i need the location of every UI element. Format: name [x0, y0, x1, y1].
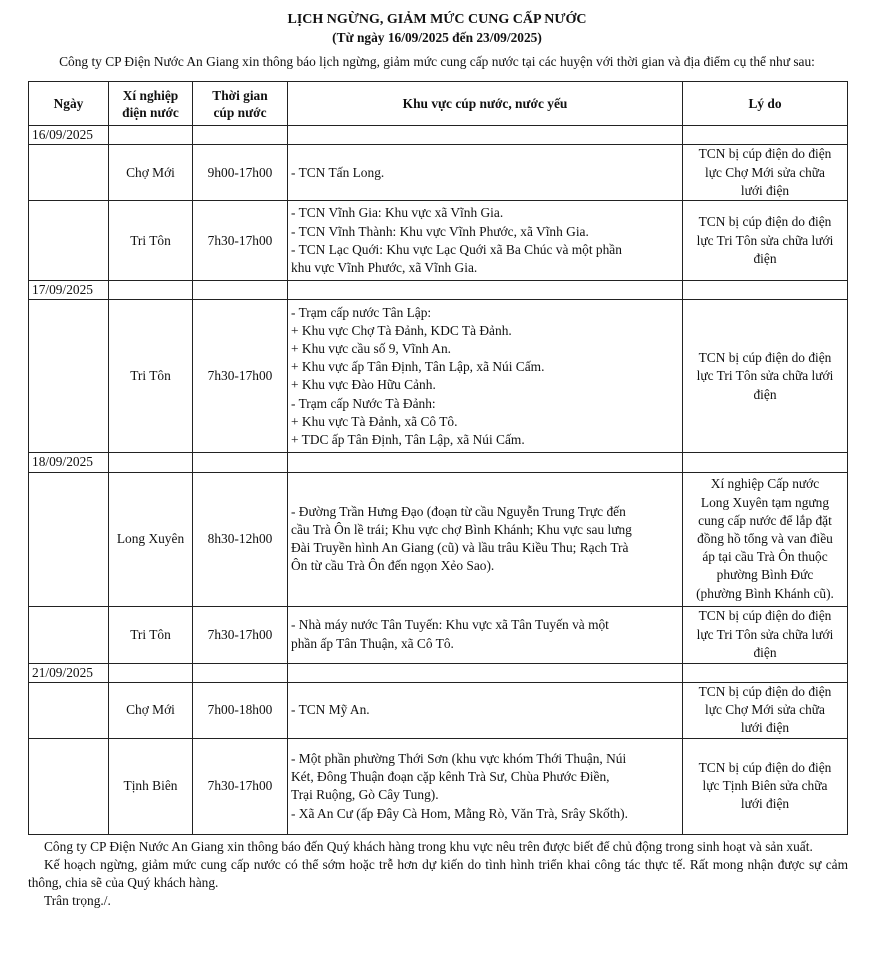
- area-cell: [288, 682, 683, 738]
- area-line: + Khu vực cầu số 9, Vĩnh An.: [291, 341, 451, 356]
- empty-cell: [288, 281, 683, 300]
- header-area: Khu vực cúp nước, nước yếu: [288, 82, 683, 126]
- page-title: LỊCH NGỪNG, GIẢM MỨC CUNG CẤP NƯỚC: [287, 12, 587, 27]
- reason-line: Long Xuyên tạm ngưng: [700, 494, 830, 510]
- empty-cell: [29, 606, 109, 663]
- empty-cell: [109, 453, 193, 472]
- time-cell: 9h00-17h00: [193, 145, 288, 201]
- area-cell: [288, 145, 683, 201]
- header-enterprise: Xí nghiệp điện nước: [109, 82, 193, 126]
- time-cell: 8h30-12h00: [193, 472, 288, 606]
- reason-line: phường Bình Đức: [716, 567, 814, 583]
- empty-cell: [683, 453, 848, 472]
- date-cell: 18/09/2025: [29, 453, 109, 472]
- reason-line: lưới điện: [740, 182, 790, 198]
- area-line: - TCN Vĩnh Thành: Khu vực Vĩnh Phước, xã Vĩnh Gia.: [291, 223, 589, 239]
- reason-line: TCN bị cúp điện do điện: [698, 760, 832, 775]
- empty-cell: [29, 300, 109, 453]
- empty-cell: [193, 453, 288, 472]
- table-row: [29, 145, 848, 201]
- empty-cell: [29, 682, 109, 738]
- enterprise-cell: Tri Tôn: [109, 300, 193, 453]
- reason-line: TCN bị cúp điện do điện: [698, 350, 832, 366]
- table-row: [29, 738, 848, 834]
- reason-line: điện: [753, 644, 777, 660]
- reason-cell: [683, 472, 848, 606]
- date-row: [29, 453, 848, 472]
- area-cell: [288, 472, 683, 606]
- reason-line: TCN bị cúp điện do điện: [698, 608, 832, 624]
- empty-cell: [288, 663, 683, 682]
- footer-notes: [28, 838, 848, 910]
- area-cell: [288, 300, 683, 453]
- reason-cell: [683, 201, 848, 281]
- area-line: + Khu vực Đào Hữu Cảnh.: [291, 377, 436, 393]
- area-line: - Một phần phường Thới Sơn (khu vực khóm Thới Thuận, Núi: [291, 750, 627, 766]
- reason-line: lực Tri Tôn sửa chữa lưới: [696, 368, 834, 384]
- reason-line: lực Chợ Mới sửa chữa: [705, 164, 825, 180]
- empty-cell: [109, 281, 193, 300]
- area-line: - TCN Lạc Quới: Khu vực Lạc Quới xã Ba Chúc và một phần: [291, 241, 622, 257]
- empty-cell: [29, 145, 109, 201]
- reason-line: lưới điện: [740, 796, 790, 812]
- intro-text: Công ty CP Điện Nước An Giang xin thông báo lịch ngừng, giảm mức cung cấp nước tại các huyện với thời gian và địa điểm cụ thể như sau:: [59, 54, 815, 69]
- area-line: Đài Truyền hình An Giang (cũ) và lầu trâu Kiều Thu; Rạch Trà: [291, 540, 629, 556]
- enterprise-cell: Tri Tôn: [109, 201, 193, 281]
- reason-line: áp tại cầu Trà Ôn thuộc: [702, 549, 828, 565]
- empty-cell: [109, 126, 193, 145]
- empty-cell: [193, 126, 288, 145]
- enterprise-cell: Tịnh Biên: [109, 738, 193, 834]
- area-line: khu vực Vĩnh Phước, xã Vĩnh Gia.: [291, 259, 478, 275]
- empty-cell: [29, 472, 109, 606]
- area-line: + Khu vực Tà Đảnh, xã Cô Tô.: [291, 413, 458, 429]
- area-line: - Xã An Cư (ấp Đây Cà Hom, Mằng Rò, Văn Trà, Srây Skốth).: [291, 805, 628, 821]
- empty-cell: [683, 663, 848, 682]
- table-row: [29, 682, 848, 738]
- table-row: [29, 300, 848, 453]
- header-time: Thời gian cúp nước: [193, 82, 288, 126]
- empty-cell: [288, 453, 683, 472]
- area-line: Ôn từ cầu Trà Ôn đến ngọn Xẻo Sao).: [291, 558, 495, 574]
- page-subtitle: (Từ ngày 16/09/2025 đến 23/09/2025): [332, 30, 542, 45]
- empty-cell: [683, 281, 848, 300]
- footer-closing: Trân trọng./.: [44, 893, 111, 908]
- date-cell: 21/09/2025: [29, 663, 109, 682]
- reason-line: lực Tri Tôn sửa chữa lưới: [696, 232, 834, 248]
- reason-cell: [683, 145, 848, 201]
- reason-line: lưới điện: [740, 720, 790, 736]
- area-line: + Khu vực ấp Tân Định, Tân Lập, xã Núi Cấm.: [291, 359, 545, 375]
- area-cell: [288, 606, 683, 663]
- area-cell: [288, 738, 683, 834]
- date-cell: 17/09/2025: [29, 281, 109, 300]
- table-row: [29, 201, 848, 281]
- empty-cell: [193, 281, 288, 300]
- time-cell: 7h00-18h00: [193, 682, 288, 738]
- time-cell: 7h30-17h00: [193, 606, 288, 663]
- date-row: [29, 281, 848, 300]
- date-cell: 16/09/2025: [29, 126, 109, 145]
- table-header-row: [29, 82, 848, 126]
- reason-line: điện: [753, 386, 777, 402]
- reason-cell: [683, 300, 848, 453]
- time-cell: 7h30-17h00: [193, 201, 288, 281]
- table-row: [29, 472, 848, 606]
- enterprise-cell: Tri Tôn: [109, 606, 193, 663]
- reason-cell: [683, 738, 848, 834]
- area-line: Két, Đông Thuận đoạn cặp kênh Trà Sư, Chùa Phước Điền,: [291, 769, 610, 785]
- header-date: Ngày: [29, 82, 109, 126]
- reason-line: Xí nghiệp Cấp nước: [710, 476, 820, 492]
- header-reason: Lý do: [683, 82, 848, 126]
- empty-cell: [29, 201, 109, 281]
- reason-line: TCN bị cúp điện do điện: [698, 146, 832, 162]
- area-line: - Nhà máy nước Tân Tuyến: Khu vực xã Tân Tuyến và một: [291, 617, 609, 633]
- reason-line: cung cấp nước để lắp đặt: [698, 512, 832, 528]
- enterprise-cell: Chợ Mới: [109, 682, 193, 738]
- area-line: + TDC ấp Tân Định, Tân Lập, xã Núi Cấm.: [291, 432, 525, 448]
- date-row: [29, 126, 848, 145]
- empty-cell: [109, 663, 193, 682]
- footer-plan: Kế hoạch ngừng, giảm mức cung cấp nước có thể sớm hoặc trễ hơn dự kiến do tình hình triển khai công tác thực tế. Rất mong nhận được sự cảm thông, chia sẽ của Quý khách hàng.: [28, 857, 848, 890]
- enterprise-cell: Long Xuyên: [109, 472, 193, 606]
- area-line: + Khu vực Chợ Tà Đảnh, KDC Tà Đảnh.: [291, 322, 512, 338]
- area-line: phần ấp Tân Thuận, xã Cô Tô.: [291, 635, 454, 651]
- empty-cell: [288, 126, 683, 145]
- reason-cell: [683, 682, 848, 738]
- schedule-body: [29, 126, 848, 835]
- area-line: - TCN Vĩnh Gia: Khu vực xã Vĩnh Gia.: [291, 205, 504, 221]
- empty-cell: [683, 126, 848, 145]
- schedule-table: [28, 81, 848, 835]
- area-line: - TCN Mỹ An.: [291, 702, 370, 718]
- area-cell: [288, 201, 683, 281]
- reason-line: TCN bị cúp điện do điện: [698, 214, 832, 230]
- area-line: - Trạm cấp Nước Tà Đảnh:: [291, 395, 436, 411]
- date-row: [29, 663, 848, 682]
- reason-line: lực Tịnh Biên sửa chữa: [702, 778, 828, 794]
- empty-cell: [193, 663, 288, 682]
- area-line: - Trạm cấp nước Tân Lập:: [291, 304, 432, 320]
- reason-line: lực Tri Tôn sửa chữa lưới: [696, 626, 834, 642]
- reason-line: đồng hồ tổng và van điều: [697, 531, 833, 546]
- reason-line: (phường Bình Khánh cũ).: [696, 585, 834, 601]
- table-row: [29, 606, 848, 663]
- area-line: cầu Trà Ôn lề trái; Khu vực chợ Bình Khánh; Khu vực sau lưng: [291, 521, 632, 537]
- empty-cell: [29, 738, 109, 834]
- reason-line: điện: [753, 250, 777, 266]
- area-line: - TCN Tấn Long.: [291, 164, 385, 180]
- reason-cell: [683, 606, 848, 663]
- time-cell: 7h30-17h00: [193, 738, 288, 834]
- area-line: Trại Ruộng, Gò Cây Tung).: [291, 787, 439, 803]
- reason-line: lực Chợ Mới sửa chữa: [705, 702, 825, 718]
- footer-notice: Công ty CP Điện Nước An Giang xin thông báo đến Quý khách hàng trong khu vực nêu trên được biết để chủ động trong sinh hoạt và sản xuất.: [44, 839, 813, 854]
- time-cell: 7h30-17h00: [193, 300, 288, 453]
- enterprise-cell: Chợ Mới: [109, 145, 193, 201]
- area-line: - Đường Trần Hưng Đạo (đoạn từ cầu Nguyễn Trung Trực đến: [291, 503, 626, 519]
- reason-line: TCN bị cúp điện do điện: [698, 684, 832, 699]
